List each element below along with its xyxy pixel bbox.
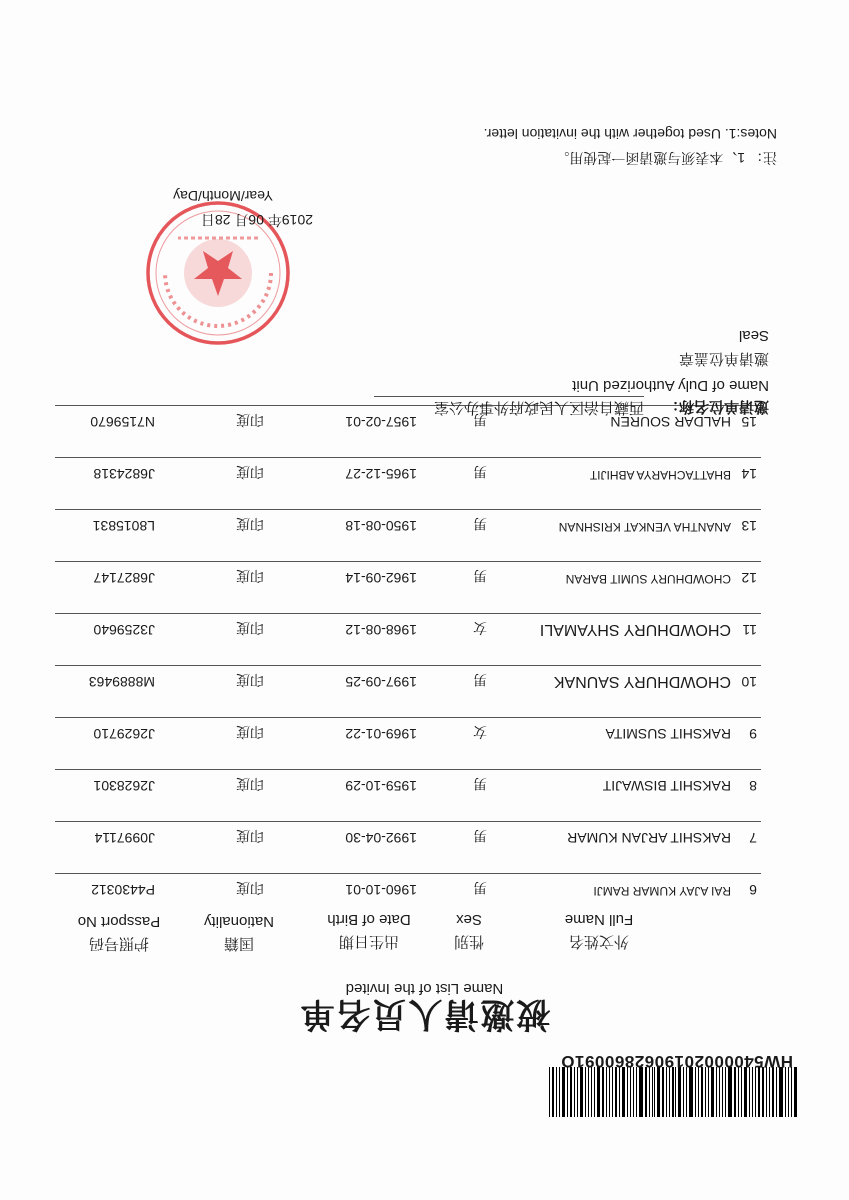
nationality: 印度 <box>236 672 264 688</box>
header-en: Nationality <box>203 913 275 930</box>
note-cn: 注： 1、本表须与邀请函一起使用。 <box>555 150 777 166</box>
row-rule <box>55 873 761 874</box>
sex: 女 <box>473 620 487 636</box>
full-name: ANANTHA VENKAT KRISHNAN <box>558 520 731 534</box>
unit-value-cn: 西藏自治区人民政府外事办公室 <box>433 399 644 416</box>
date-of-birth: 1960-10-01 <box>345 882 417 898</box>
date-of-birth: 1997-09-25 <box>345 674 417 690</box>
date-en: Year/Month/Day <box>173 188 273 204</box>
date-of-birth: 1968-08-12 <box>345 622 417 638</box>
row-number: 10 <box>741 674 757 690</box>
nationality: 印度 <box>236 880 264 896</box>
header-cn: 国籍 <box>224 935 255 952</box>
page-title-en: Name List of the Invited <box>345 980 504 997</box>
row-number: 14 <box>741 466 757 482</box>
page-title-cn: 被邀请人员名单 <box>298 995 551 1033</box>
sex: 男 <box>473 880 487 896</box>
nationality: 印度 <box>236 568 264 584</box>
sex: 男 <box>473 568 487 584</box>
row-rule <box>55 613 761 614</box>
passport-number: J6827147 <box>93 570 155 586</box>
sex: 男 <box>473 828 487 844</box>
header-cn: 外文姓名 <box>569 933 630 950</box>
nationality: 印度 <box>236 412 264 428</box>
row-number: 11 <box>742 622 757 638</box>
nationality: 印度 <box>236 828 264 844</box>
header-full-name <box>539 908 659 952</box>
date-of-birth: 1969-01-22 <box>345 726 417 742</box>
seal-label-en: Seal <box>738 327 769 344</box>
row-rule <box>55 405 761 406</box>
row-rule <box>55 821 761 822</box>
row-rule <box>55 717 761 718</box>
date-of-birth: 1957-02-01 <box>345 414 417 430</box>
header-cn: 护照号码 <box>89 935 150 952</box>
row-number: 8 <box>749 778 757 794</box>
full-name: CHOWDHURY SUMIT BARAN <box>565 572 731 586</box>
full-name: HALDAR SOUREN <box>610 414 731 430</box>
unit-underline <box>374 396 644 397</box>
date-of-birth: 1962-09-14 <box>345 570 417 586</box>
passport-number: M8889463 <box>88 674 155 690</box>
nationality: 印度 <box>236 724 264 740</box>
full-name: BHATTACHARYA ABHIJIT <box>589 468 731 482</box>
passport-number: N7159670 <box>90 414 155 430</box>
passport-number: P4430312 <box>91 882 155 898</box>
header-cn: 出生日期 <box>339 933 400 950</box>
header-nationality <box>184 910 294 954</box>
header-sex <box>439 908 499 952</box>
nationality: 印度 <box>236 516 264 532</box>
row-rule <box>55 561 761 562</box>
barcode <box>547 1067 797 1117</box>
date-of-birth: 1959-10-29 <box>345 778 417 794</box>
header-passport-no <box>59 910 179 954</box>
seal-label-cn: 邀请单位盖章 <box>678 350 769 367</box>
date-of-birth: 1992-04-30 <box>345 830 417 846</box>
row-number: 6 <box>749 882 757 898</box>
row-rule <box>55 665 761 666</box>
barcode-number: HW5400002019062860091O <box>560 1052 793 1071</box>
passport-number: J2628301 <box>93 778 155 794</box>
header-en: Sex <box>456 911 482 928</box>
header-en: Date of Birth <box>327 911 411 928</box>
full-name: RAKSHIT BISWAJIT <box>602 778 731 794</box>
passport-number: L8015831 <box>92 518 155 534</box>
row-number: 15 <box>741 414 757 430</box>
sex: 男 <box>473 672 487 688</box>
header-en: Full Name <box>564 911 634 928</box>
passport-number: J3259640 <box>93 622 155 638</box>
passport-number: J0997114 <box>94 830 155 846</box>
full-name: CHOWDHURY SAUNAK <box>553 673 731 690</box>
unit-label-cn: 邀请单位名称： <box>663 398 769 415</box>
full-name: CHOWDHURY SHYAMALI <box>539 621 731 638</box>
note-en: Notes:1. Used together with the invitation letter. <box>483 126 777 142</box>
sex: 男 <box>473 776 487 792</box>
row-rule <box>55 769 761 770</box>
nationality: 印度 <box>236 776 264 792</box>
unit-label-en: Name of Duly Authorized Unit <box>572 377 769 394</box>
sex: 女 <box>473 724 487 740</box>
row-rule <box>55 509 761 510</box>
date-of-birth: 1950-08-18 <box>345 518 417 534</box>
sex: 男 <box>473 464 487 480</box>
sex: 男 <box>473 516 487 532</box>
header-en: Passport No <box>77 913 161 930</box>
row-number: 7 <box>749 830 757 846</box>
row-number: 12 <box>741 570 757 586</box>
full-name: RAI AJAY KUMAR RAMJI <box>593 884 731 898</box>
header-cn: 性别 <box>454 933 485 950</box>
header-date-of-birth <box>309 908 429 952</box>
full-name: RAKSHIT SUSMITA <box>605 726 731 742</box>
passport-number: J2629710 <box>93 726 155 742</box>
row-number: 9 <box>749 726 757 742</box>
date-of-birth: 1965-12-27 <box>345 466 417 482</box>
nationality: 印度 <box>236 464 264 480</box>
full-name: RAKSHIT ARJAN KUMAR <box>567 830 731 846</box>
passport-number: J6824318 <box>93 466 155 482</box>
sex: 男 <box>473 412 487 428</box>
row-rule <box>55 457 761 458</box>
row-number: 13 <box>741 518 757 534</box>
date-cn: 2019年 06月 28日 <box>200 212 313 228</box>
nationality: 印度 <box>236 620 264 636</box>
